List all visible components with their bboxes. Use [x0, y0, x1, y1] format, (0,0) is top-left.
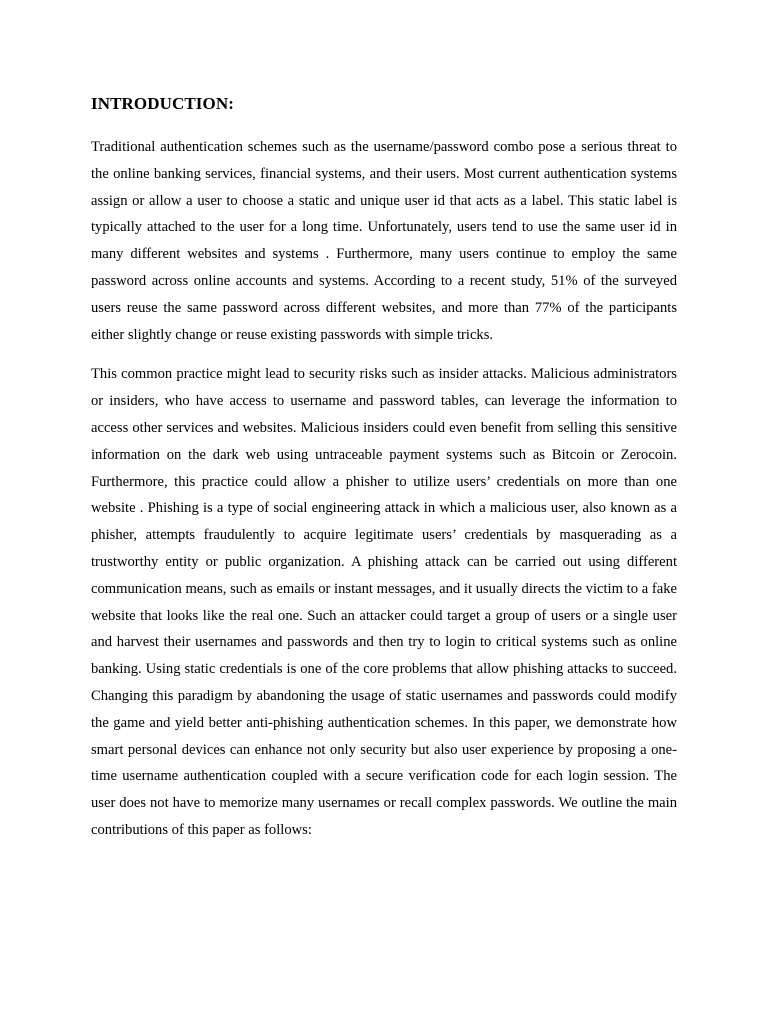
paragraph-1: Traditional authentication schemes such as the username/password combo pose a serious threat to the online banking services, financial systems, and their users. Most current authentication systems assign or allow a user to choose a static and unique user id that acts as a label. This static label is typically attached to the user for a long time. Unfortunately, users tend to use the same user id in many different websites and systems . Furthermore, many users continue to employ the same password across online accounts and systems. According to a recent study, 51% of the surveyed users reuse the same password across different websites, and more than 77% of the participants either slightly change or reuse existing passwords with simple tricks.: [91, 139, 677, 343]
document-page: [91, 93, 677, 844]
section-heading: INTRODUCTION:: [91, 94, 234, 113]
paragraph-2: This common practice might lead to security risks such as insider attacks. Malicious administrators or insiders, who have access to username and password tables, can leverage the information to access other services and websites. Malicious insiders could even benefit from selling this sensitive information on the dark web using untraceable payment systems such as Bitcoin or Zerocoin. Furthermore, this practice could allow a phisher to utilize users’ credentials on more than one website . Phishing is a type of social engineering attack in which a malicious user, also known as a phisher, attempts fraudulently to acquire legitimate users’ credentials by masquerading as a trustworthy entity or public organization. A phishing attack can be carried out using different communication means, such as emails or instant messages, and it usually directs the victim to a fake website that looks like the real one. Such an attacker could target a group of users or a single user and harvest their usernames and passwords and then try to login to critical systems such as online banking. Using static credentials is one of the core problems that allow phishing attacks to succeed. Changing this paradigm by abandoning the usage of static usernames and passwords could modify the game and yield better anti-phishing authentication schemes. In this paper, we demonstrate how smart personal devices can enhance not only security but also user experience by proposing a one-time username authentication coupled with a secure verification code for each login session. The user does not have to memorize many usernames or recall complex passwords. We outline the main contributions of this paper as follows:: [91, 366, 677, 838]
